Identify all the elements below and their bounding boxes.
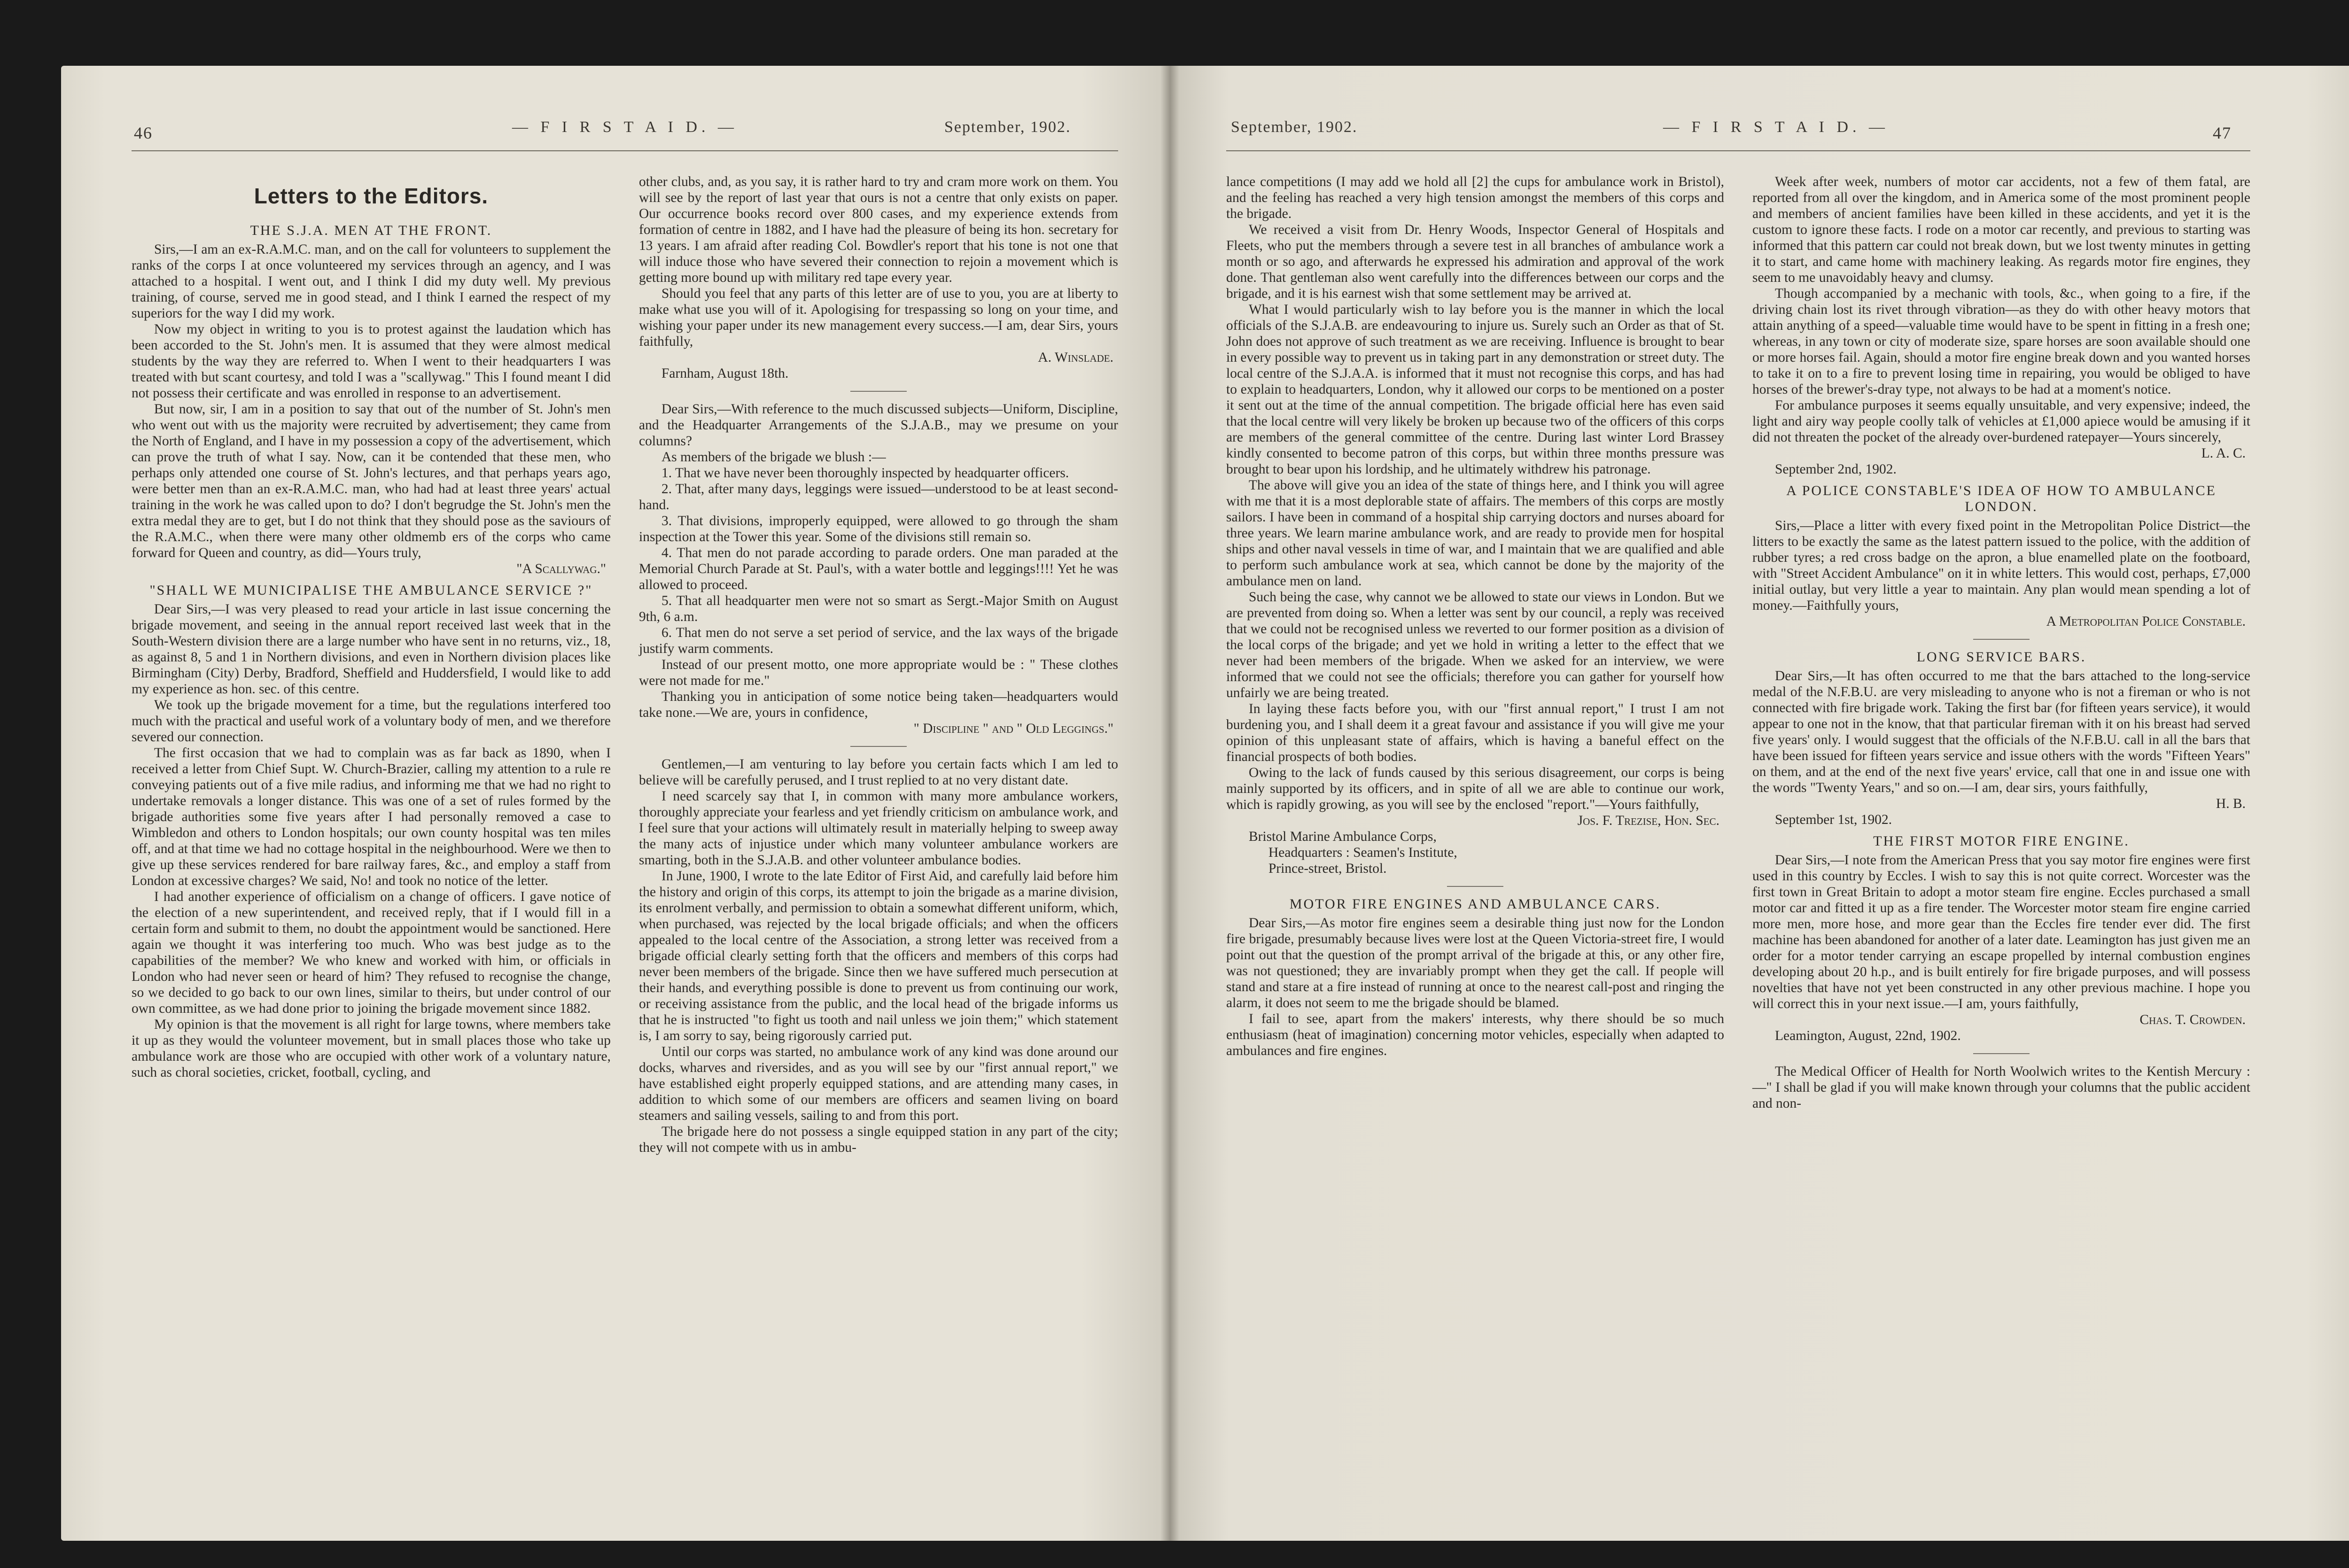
letter-signature: Jos. F. Trezise, Hon. Sec. [1577, 813, 1719, 828]
paragraph: Week after week, numbers of motor car accidents, not a few of them fatal, are reported from all over the kingdom, and in America some of the most prominent people and members of ancient families have been killed in these accidents, and yet it is the custom to ignore these facts. I rode on a motor car recently, and previous to starting was informed that this pattern car could not break down, but we lost twenty minutes in getting it to start, and came home with machinery leaking. As regards motor fire engines, they seem to me unavoidably heavy and clumsy. [1752, 174, 2250, 285]
letter-dateline: Farnham, August 18th. [661, 366, 789, 381]
letter-dateline: Leamington, August, 22nd, 1902. [1775, 1028, 1961, 1043]
paragraph: Sirs,—I am an ex-R.A.M.C. man, and on the call for volunteers to supplement the ranks of the corps I at once volunteered my services through an agency, and I was attached to a hospital. I went out, and I think I did my duty well. My previous training, of course, served me in good stead, and I think I earned the respect of my superiors for the way I did my work. [132, 242, 611, 321]
paragraph: The brigade here do not possess a single equipped station in any part of the city; they will not compete with us in ambu- [639, 1124, 1118, 1155]
paragraph: Such being the case, why cannot we be allowed to state our views in London. But we are prevented from doing so. When a letter was sent by our council, a reply was received that we could not be recognised unless we reverted to our former position as a division of the local corps of the brigade; and yet we hold in writing a letter to the effect that we never had been members of the brigade. When we asked for an interview, we were informed that we could not see the officials; therefore you can gather for yourself how unfairly we are being treated. [1226, 590, 1724, 700]
page-number: 46 [134, 124, 153, 142]
letter-signature: A Metropolitan Police Constable. [2046, 614, 2246, 629]
paragraph: In laying these facts before you, with our "first annual report," I trust I am not burdening you, and I shall deem it a great favour and assistance if you will give me your opinion of this unpleasant state of affairs, which is having a baneful effect on the financial prospects of both bodies. [1226, 701, 1724, 764]
paragraph: Dear Sirs,—As motor fire engines seem a desirable thing just now for the London fire brigade, presumably because lives were lost at the Queen Victoria-street fire, I would point out that the question of the prompt arrival of the brigade at this, or any other fire, was not questioned; they are invariably prompt when they get the call. If people will stand and stare at a fire instead of running at once to the nearest call-post and ringing the alarm, it does not seem to me the brigade should be blamed. [1226, 916, 1724, 1010]
paragraph: Sirs,—Place a litter with every fixed point in the Metropolitan Police District—the litters to be exactly the same as the latest pattern issued to the police, with the addition of rubber tyres; a red cross badge on the apron, a blue enamelled plate on the footboard, with "Street Accident Ambulance" on it in white letters. This would cost, perhaps, £7,000 initial outlay, but very little a year to maintain. Any plan would mean spending a lot of money.—Faithfully yours, [1752, 518, 2250, 613]
left-column-1 [132, 174, 611, 1080]
separator-rule [850, 746, 907, 747]
letter-signature: Chas. T. Crowden. [2139, 1012, 2246, 1027]
letter-heading: MOTOR FIRE ENGINES AND AMBULANCE CARS. [1289, 896, 1661, 912]
letter-signature: "A Scallywag." [516, 561, 606, 576]
header-rule [1226, 150, 2250, 151]
paragraph: 3. That divisions, improperly equipped, were allowed to go through the sham inspection at the Tower this year. Some of the divisions still remain so. [639, 513, 1118, 544]
paragraph: My opinion is that the movement is all right for large towns, where members take it up as they would the volunteer movement, but in small places those who take up ambulance work are those who are occupied with other work of a voluntary nature, such as choral societies, cricket, football, cycling, and [132, 1017, 611, 1080]
left-running-head [61, 118, 1170, 147]
continued-paragraph: lance competitions (I may add we hold all [2] the cups for ambulance work in Bristol), and the feeling has reached a very high tension amongst the members of this corps and the brigade. [1226, 174, 1724, 221]
paragraph: For ambulance purposes it seems equally unsuitable, and very expensive; indeed, the light and airy way people coolly talk of vehicles at £1,000 apiece would be amusing if it did not threaten the pocket of the already over-burdened ratepayer—Yours sincerely, [1752, 398, 2250, 445]
section-heading: Letters to the Editors. [254, 184, 489, 208]
right-running-head [1170, 118, 2349, 147]
paragraph: 6. That men do not serve a set period of service, and the lax ways of the brigade justify warm comments. [639, 625, 1118, 656]
separator-rule [1447, 886, 1503, 887]
separator-rule [1973, 639, 2030, 640]
right-column-2 [1752, 174, 2250, 1111]
paragraph: Instead of our present motto, one more appropriate would be : " These clothes were not made for me." [639, 657, 1118, 688]
letter-signature: " Discipline " and " Old Leggings." [913, 721, 1113, 736]
paragraph: The above will give you an idea of the state of things here, and I think you will agree with me that it is a most deplorable state of affairs. The members of this corps are mostly sailors. I have been in command of a hospital ship carrying doctors and nurses aboard for three years. We learn marine ambulance work, and are ready to provide men for hospital ships and other naval vessels in time of war, and I maintain that we are qualified and able to perform such ambulance work at sea, which cannot be done by the majority of the ambulance men on land. [1226, 478, 1724, 589]
paragraph: We received a visit from Dr. Henry Woods, Inspector General of Hospitals and Fleets, who put the members through a severe test in all branches of ambulance work a month or so ago, and afterwards he expressed his admiration and approval of the work done. That gentleman also went carefully into the differences between our corps and the brigade, and it is his earnest wish that some settlement may be arrived at. [1226, 222, 1724, 301]
letter-heading: "SHALL WE MUNICIPALISE THE AMBULANCE SERVICE ?" [149, 582, 593, 598]
running-title: — F I R S T A I D. — [1663, 118, 1890, 136]
left-column-2 [639, 174, 1118, 1156]
letter-dateline: September 1st, 1902. [1775, 812, 1892, 827]
paragraph: I fail to see, apart from the makers' interests, why there should be so much enthusiasm (heat of imagination) concerning motor vehicles, especially when adapted to ambulances and fire engines. [1226, 1011, 1724, 1058]
paragraph: Dear Sirs,—I was very pleased to read your article in last issue concerning the brigade movement, and seeing in the annual report received last week that in the South-Western division there are a large number who have sent in no returns, viz., 18, as against 8, 5 and 1 in Northern divisions, and even in Northern division places like Birmingham (City) Derby, Bradford, Sheffield and Huddersfield, I would like to add my experience as hon. sec. of this centre. [132, 602, 611, 697]
letter-dateline: September 2nd, 1902. [1775, 462, 1897, 477]
paragraph: Until our corps was started, no ambulance work of any kind was done around our docks, wharves and riversides, and as you will see by our "first annual report," we have established eight properly equipped stations, and are attending many cases, in addition to which some of our members are officers and seamen living on board steamers and sailing vessels, sailing to and from this port. [639, 1044, 1118, 1123]
page-number: 47 [2213, 124, 2232, 142]
paragraph: Gentlemen,—I am venturing to lay before you certain facts which I am led to believe will be carefully perused, and I trust replied to at no very distant date. [639, 757, 1118, 788]
paragraph: We took up the brigade movement for a time, but the regulations interfered too much with the practical and useful work of a voluntary body of men, and we therefore severed our connection. [132, 698, 611, 745]
paragraph: Thanking you in anticipation of some notice being taken—headquarters would take none.—We are, yours in confidence, [639, 689, 1118, 720]
paragraph: 5. That all headquarter men were not so smart as Sergt.-Major Smith on August 9th, 6 a.m. [639, 593, 1118, 624]
paragraph: 2. That, after many days, leggings were issued—understood to be at least second-hand. [639, 481, 1118, 512]
paragraph: Dear Sirs,—With reference to the much discussed subjects—Uniform, Discipline, and the Headquarter Arrangements of the S.J.A.B., may we presume on your columns? [639, 402, 1118, 449]
letter-heading: THE FIRST MOTOR FIRE ENGINE. [1873, 833, 2130, 849]
letter-heading: THE S.J.A. MEN AT THE FRONT. [250, 223, 492, 238]
left-page [61, 66, 1170, 1541]
letter-heading: LONG SERVICE BARS. [1916, 649, 2086, 665]
binding-gutter [1160, 66, 1179, 1541]
right-page [1170, 66, 2349, 1541]
paragraph: 4. That men do not parade according to parade orders. One man paraded at the Memorial Church Parade at St. Paul's, with a water bottle and leggings!!!! Yet he was allowed to proceed. [639, 545, 1118, 592]
continued-paragraph: other clubs, and, as you say, it is rather hard to try and cram more work on them. You will see by the report of last year that ours is not a centre that only exists on paper. Our occurrence books record over 800 cases, and my experience extends from formation of centre in 1882, and I have had the pleasure of being its hon. secretary for 13 years. I am afraid after reading Col. Bowdler's report that his tone is not one that will induce those who have severed their connection to rejoin a movement which is getting more bound up with military red tape every year. [639, 174, 1118, 285]
separator-rule [850, 391, 907, 392]
paragraph: Should you feel that any parts of this letter are of use to you, you are at liberty to make what use you will of it. Apologising for trespassing so long on your time, and wishing your paper under its new management every success.—I am, dear Sirs, yours faithfully, [639, 286, 1118, 349]
paragraph: The Medical Officer of Health for North Woolwich writes to the Kentish Mercury :—" I shall be glad if you will make known through your columns that the public accident and non- [1752, 1064, 2250, 1111]
paragraph: Dear Sirs,—It has often occurred to me that the bars attached to the long-service medal of the N.F.B.U. are very misleading to anyone who is not a fireman or who is not connected with fire brigade work. Taking the first bar (for fifteen years service), it would appear to one not in the know, that that particular fireman with it on his breast had served five years' only. I would suggest that the officials of the N.F.B.U. call in all the bars that have been issued for fifteen years service and issue others with the words "Fifteen Years" on them, and at the end of the next five years' ervice, call that one in and issue one with the words "Twenty Years," and so on.—I am, dear sirs, yours faithfully, [1752, 668, 2250, 795]
magazine-spread [61, 66, 2349, 1541]
paragraph: But now, sir, I am in a position to say that out of the number of St. John's men who went out with us the majority were recruited by advertisement; they came from the North of England, and I have in my possession a copy of the advertisement, which can prove the truth of what I say. Now, can it be contended that these men, who perhaps only attended one course of St. John's lectures, and that perhaps years ago, were better men than an ex-R.A.M.C. man, who had had at least three years' actual training in the work he was called upon to do? I don't begrudge the St. John's men the extra medal they are to get, but I do not think that they should pose as the saviours of the R.A.M.C., when there were many other oldmemb ers of the corps who came forward for Queen and country, as did—Yours truly, [132, 402, 611, 560]
letter-dateline: Prince-street, Bristol. [1268, 861, 1387, 876]
paragraph: I need scarcely say that I, in common with many more ambulance workers, thoroughly appreciate your fearless and yet friendly criticism on ambulance work, and I feel sure that your actions will ultimately result in materially helping to sweep away the many acts of injustice under which many volunteer ambulance workers are smarting, both in the S.J.A.B. and other volunteer ambulance bodies. [639, 789, 1118, 868]
letter-signature: A. Winslade. [1038, 350, 1113, 365]
letter-dateline: Bristol Marine Ambulance Corps, [1249, 829, 1437, 844]
paragraph: I had another experience of officialism on a change of officers. I gave notice of the election of a new superintendent, and received reply, that if I would fill in a certain form and submit to them, no doubt the appointment would be sanctioned. Here again we thought it was interfering too much. Who was best judge as to the capabilities of the member? We who knew and worked with him, or officials in London who had never seen or heard of him? They refused to recognise the change, so we decided to go back to our own lines, similar to theirs, but under control of our own committee, as we had done prior to joining the brigade movement since 1882. [132, 889, 611, 1016]
running-title: — F I R S T A I D. — [512, 118, 739, 136]
letter-signature: H. B. [2216, 796, 2246, 811]
header-rule [132, 150, 1118, 151]
right-column-1 [1226, 174, 1724, 1059]
paragraph: 1. That we have never been thoroughly inspected by headquarter officers. [661, 466, 1069, 481]
paragraph: Though accompanied by a mechanic with tools, &c., when going to a fire, if the driving chain lost its rivet through vibration—as they do with other heavy motors that attain anything of a speed—valuable time would have to be spent in fitting in a fresh one; whereas, in any town or city of moderate size, spare horses are soon available should one or more horses fail. Again, should a motor fire engine break down and you wanted horses to take it on to a fire to prevent losing time in repairing, you would be obliged to have horses of the brewer's-dray type, not always to be had at a moment's notice. [1752, 286, 2250, 397]
separator-rule [1973, 1053, 2030, 1054]
paragraph: Dear Sirs,—I note from the American Press that you say motor fire engines were first used in this country by Eccles. I wish to say this is not quite correct. Worcester was the first town in Great Britain to adopt a motor steam fire engine. Eccles purchased a small motor car and fitted it up as a fire tender. The Worcester motor steam fire engine carried more men, more hose, and more gear than the Eccles fire tender ever did. The first machine has been abandoned for another of a later date. Leamington has just given me an order for a motor tender carrying an escape propelled by internal combustion engines developing about 20 h.p., and is built entirely for fire brigade purposes, and will possess novelties that have not yet been constructed in any other previous machine. I hope you will correct this in your next issue.—I am, yours faithfully, [1752, 853, 2250, 1011]
letter-signature: L. A. C. [2201, 446, 2246, 461]
running-date: September, 1902. [944, 118, 1071, 136]
paragraph: In June, 1900, I wrote to the late Editor of First Aid, and carefully laid before him the history and origin of this corps, its attempt to join the brigade as a marine division, its enrolment verbally, and permission to obtain a somewhat different uniform, which, when purchased, was rejected by the local brigade officials; and when the officers appealed to the local centre of the Association, a strong letter was received from a brigade official clearly setting forth that the officers and members of this corps had never been members of the brigade. Since then we have suffered much persecution at their hands, and everything possible is done to prevent us from continuing our work, or receiving assistance from the public, and the local head of the brigade informs us that he is instructed "to fight us tooth and nail unless we join them;" which statement is, I am sorry to say, being rigorously carried put. [639, 869, 1118, 1043]
letter-dateline: Headquarters : Seamen's Institute, [1268, 845, 1457, 860]
letter-heading: A POLICE CONSTABLE'S IDEA OF HOW TO AMBULANCE LONDON. [1786, 483, 2217, 514]
paragraph: What I would particularly wish to lay before you is the manner in which the local officials of the S.J.A.B. are endeavouring to injure us. Surely such an Order as that of St. John does not approve of such treatment as we are receiving. Influence is brought to bear in every possible way to prevent us in taking part in any demonstration or street duty. The local centre of the S.J.A.A. is informed that it must not recognise this corps, and has had to explain to headquarters, London, why it allowed our corps to be mentioned on a poster it sent out at the time of the annual competition. The brigade official here has even said that the local centre will very likely be broken up because two of the officers of this corps are members of the general committee of the centre. During last winter Lord Brassey kindly consented to become patron of this corps, but within three months pressure was brought to bear upon his lordship, and he ultimately withdrew his patronage. [1226, 302, 1724, 477]
running-date: September, 1902. [1231, 118, 1358, 136]
paragraph: Now my object in writing to you is to protest against the laudation which has been accorded to the St. John's men. It is assumed that they were almost medical students by the way they are referred to. When I went to their headquarters I was treated with but scant courtesy, and told I was a "scallywag." This I found meant I did not possess their certificate and was enrolled in response to an advertisement. [132, 322, 611, 401]
paragraph: As members of the brigade we blush :— [661, 450, 886, 465]
paragraph: Owing to the lack of funds caused by this serious disagreement, our corps is being mainly supported by its officers, and in spite of all we are able to continue our work, which is rapidly growing, as you will see by the enclosed "report."—Yours faithfully, [1226, 765, 1724, 812]
paragraph: The first occasion that we had to complain was as far back as 1890, when I received a letter from Chief Supt. W. Church-Brazier, calling my attention to a rule re conveying patients out of a five mile radius, and informing me that we had no right to undertake removals a longer distance. This was one of a set of rules formed by the brigade authorities some five years after I had personally removed a case to Wimbledon and others to London hospitals; our own county hospital was ten miles off, and at that time we had no cottage hospital in the neighbourhood. Were we then to give up these services rendered for bare railway fares, &c., and employ a staff from London at excessive charges? We said, No! and took no notice of the letter. [132, 745, 611, 888]
